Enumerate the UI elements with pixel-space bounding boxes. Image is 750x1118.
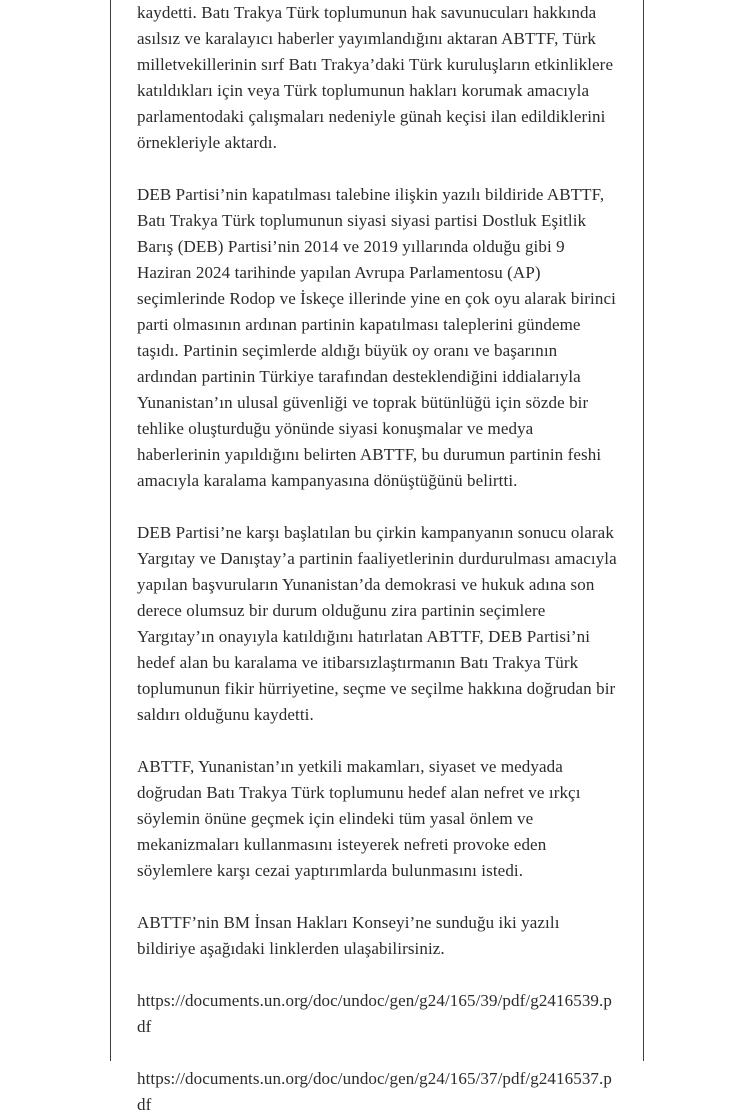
article-paragraph-deb-closure-demand: DEB Partisi’nin kapatılması talebine ilişkin yazılı bildiride ABTTF, Batı Trakya Türk toplumunun siyasi siyasi partisi Dostluk Eşitlik Barış (DEB) Partisi’nin 2014 ve 2019 yıllarında olduğu gibi 9 Haziran 2024 tarihinde yapılan Avrupa Parlamentosu (AP) seçimlerinde Rodop ve İskeçe illerinde yine en çok oyu alarak birinci parti olmasının ardınan partinin kapatılması taleplerini gündeme taşıdı. Partinin seçimlerde aldığı büyük oy oranı ve başarının ardından partinin Türkiye tarafından desteklendiğini iddialarıyla Yunanistan’ın ulusal güvenliği ve toprak bütünlüğü için sözde bir tehlike oluşturduğu yönünde siyasi konuşmalar ve medya haberlerinin yapıldığını belirten ABTTF, bu durumun partinin feshi amacıyla karalama kampanyasına dönüştüğünü belirtti. (137, 185, 616, 490)
article-paragraph-continued: kaydetti. Batı Trakya Türk toplumunun hak savunucuları hakkında asılsız ve karalayıcı haberler yayımlandığını aktaran ABTTF, Türk milletvekillerinin sırf Batı Trakya’daki Türk kuruluşların etkinliklere katıldıkları için veya Türk toplumunun hakları korumak amacıyla parlamentodaki çalışmaları nedeniyle günah keçisi ilan edildiklerini örnekleriyle aktardı. (137, 3, 614, 152)
article-paragraph-links-intro: ABTTF’nin BM İnsan Hakları Konseyi’ne sunduğu iki yazılı bildiriye aşağıdaki linklerden ulaşabilirsiniz. (137, 913, 560, 958)
article-text-column (110, 0, 644, 1114)
article-paragraph-call-for-sanctions: ABTTF, Yunanistan’ın yetkili makamları, siyaset ve medyada doğrudan Batı Trakya Türk toplumunu hedef alan nefret ve ırkçı söylemin önüne geçmek için elindeki tüm yasal önlem ve mekanizmaları kullanmasını isteyerek nefreti provoke eden söylemlere karşı cezai yaptırımlarda bulunmasını istedi. (137, 757, 581, 880)
un-document-link-2[interactable]: https://documents.un.org/doc/undoc/gen/g24/165/37/pdf/g2416537.pdf (137, 1069, 612, 1114)
article-paragraph-smear-campaign: DEB Partisi’ne karşı başlatılan bu çirkin kampanyanın sonucu olarak Yargıtay ve Danıştay’a partinin faaliyetlerinin durdurulması amacıyla yapılan başvuruların Yunanistan’da demokrasi ve hukuk adına son derece olumsuz bir durum olduğunu zira partinin seçimlere Yargıtay’ın onayıyla katıldığını hatırlatan ABTTF, DEB Partisi’ni hedef alan bu karalama ve itibarsızlaştırmanın Batı Trakya Türk toplumunun fikir hürriyetine, seçme ve seçilme hakkına doğrudan bir saldırı olduğunu kaydetti. (137, 523, 617, 724)
un-document-link-1[interactable]: https://documents.un.org/doc/undoc/gen/g24/165/39/pdf/g2416539.pdf (137, 991, 612, 1036)
